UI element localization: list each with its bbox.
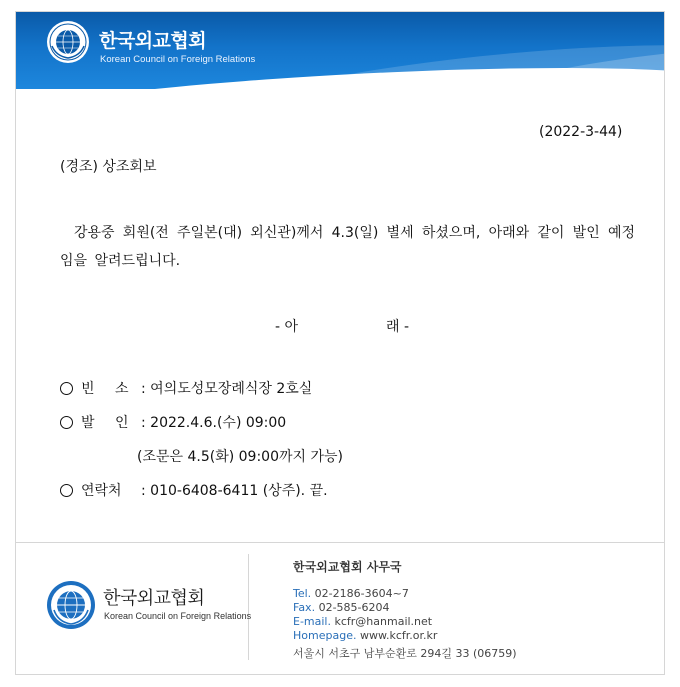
header-banner (16, 12, 664, 89)
notice-heading-right: 래 - (386, 319, 410, 335)
item-value: 010-6408-6411 (상주). 끝. (150, 483, 328, 499)
banner-org-name: 한국외교협회 (99, 30, 207, 52)
fax-label: Fax. (293, 601, 316, 614)
notice-heading-left: - 아 (275, 319, 299, 335)
footer-vertical-divider (248, 554, 249, 660)
contact-fax (293, 601, 390, 614)
contact-address: 서울시 서초구 남부순환로 294길 33 (06759) (293, 647, 517, 660)
tel-value: 02-2186-3604~7 (314, 587, 409, 600)
homepage-value[interactable]: www.kcfr.or.kr (359, 629, 438, 642)
footer-divider (16, 542, 664, 543)
item-label: 발 인 (81, 415, 137, 431)
circle-bullet-icon (60, 416, 73, 429)
banner-org-name-en: Korean Council on Foreign Relations (100, 54, 256, 65)
contact-homepage (293, 629, 437, 642)
fax-value: 02-585-6204 (318, 601, 390, 614)
item-separator: : (141, 483, 146, 499)
list-item-funeral-hall (60, 378, 312, 398)
contact-tel (293, 587, 409, 600)
item-label: 빈 소 (81, 381, 137, 397)
globe-emblem-icon (46, 580, 96, 630)
letter-frame (15, 11, 665, 675)
footer-org-name: 한국외교협회 (103, 588, 205, 609)
list-item-contact (60, 480, 328, 500)
list-item-departure (60, 412, 286, 432)
circle-bullet-icon (60, 382, 73, 395)
item-separator: : (141, 381, 146, 397)
tel-label: Tel. (293, 587, 312, 600)
email-value[interactable]: kcfr@hanmail.net (334, 615, 433, 628)
footer-org-name-en: Korean Council on Foreign Relations (104, 611, 252, 621)
item-label: 연락처 (81, 483, 122, 499)
circle-bullet-icon (60, 484, 73, 497)
list-item-condolence-note (137, 446, 343, 466)
document-subject: (경조) 상조회보 (60, 159, 157, 175)
office-name: 한국외교협회 사무국 (293, 560, 402, 574)
item-value: 여의도성모장례식장 2호실 (150, 381, 313, 397)
globe-emblem-icon (46, 20, 90, 64)
contact-email (293, 615, 432, 628)
item-separator: : (141, 415, 146, 431)
homepage-label: Homepage. (293, 629, 357, 642)
document-number: (2022-3-44) (539, 124, 623, 140)
email-label: E-mail. (293, 615, 331, 628)
document-paragraph: 강용중 회원(전 주일본(대) 외신관)께서 4.3(일) 별세 하셨으며, 아래와 같이 발인 예정임을 알려드립니다. (60, 225, 635, 269)
item-value: 2022.4.6.(수) 09:00 (150, 415, 287, 431)
item-value: (조문은 4.5(화) 09:00까지 가능) (137, 449, 344, 465)
